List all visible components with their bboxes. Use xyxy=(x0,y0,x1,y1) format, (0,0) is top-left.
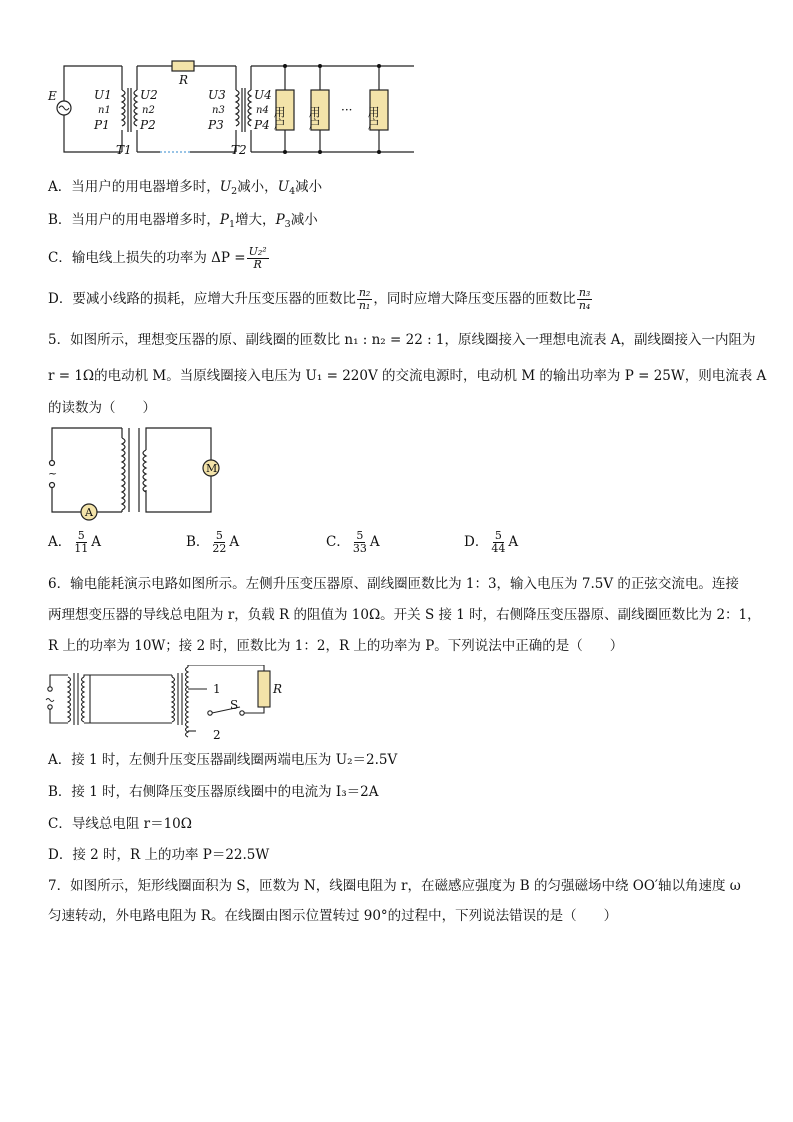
q6-option-b: B．接 1 时，右侧降压变压器原线圈中的电流为 I₃＝2A xyxy=(48,784,379,800)
source-label-E: E xyxy=(48,89,57,103)
motor-symbol: M xyxy=(206,462,218,475)
q5-option-d: D． $\frac{5}{44}$ A xyxy=(464,529,519,555)
label-n3: n3 xyxy=(212,105,225,116)
q4-option-d: D．要减小线路的损耗，应增大升压变压器的匝数比 $\frac{\text{n₂}}{\text{n₁}}$ ，同时应增大降压变压器的匝数比 $\frac{\text{n₃}}{\text{n₄}}$ xyxy=(48,286,591,312)
ammeter-symbol: A xyxy=(85,506,93,519)
load-resistor-label: R xyxy=(273,682,283,696)
motor-transformer-circuit-diagram xyxy=(44,420,224,525)
label-n4: n4 xyxy=(256,105,269,116)
label-U1: U1 xyxy=(94,88,112,102)
q5-stem-line-1: 5．如图所示，理想变压器的原、副线圈的匝数比 n₁ : n₂ = 22 : 1，原线圈接入一理想电流表 A，副线圈接入一内阻为 xyxy=(48,332,756,348)
q6-option-d: D．接 2 时，R 上的功率 P＝22.5W xyxy=(48,847,270,863)
label-P4: P4 xyxy=(254,118,270,132)
user-load-2: 用户 xyxy=(307,106,321,130)
q5-option-b: B． $\frac{5}{22}$ A xyxy=(186,529,240,555)
switch-terminal-2: 2 xyxy=(213,728,221,742)
user-load-ellipsis: ··· xyxy=(341,103,353,117)
label-n1: n1 xyxy=(98,105,111,116)
label-P3: P3 xyxy=(208,118,224,132)
label-U3: U3 xyxy=(208,88,226,102)
user-load-1: 用户 xyxy=(272,106,286,130)
label-P1: P1 xyxy=(94,118,110,132)
transformer-label-T1: T1 xyxy=(116,143,132,157)
q6-option-c: C．导线总电阻 r＝10Ω xyxy=(48,816,192,832)
user-load-3: 用户 xyxy=(366,106,380,130)
q5-stem-line-3: 的读数为（ ） xyxy=(48,400,156,416)
transmission-circuit-diagram xyxy=(40,52,420,162)
label-U2: U2 xyxy=(140,88,158,102)
q6-stem-line-3: R 上的功率为 10W；接 2 时，匝数比为 1：2，R 上的功率为 P。下列说法中正确的是（ ） xyxy=(48,638,624,654)
label-P2: P2 xyxy=(140,118,156,132)
ac-source-tilde: ~ xyxy=(46,696,47,697)
switch-label-S: S xyxy=(230,698,239,712)
line-resistor-label: R xyxy=(179,73,189,87)
q4-option-b: B．当用户的用电器增多时，$P_1$增大，$P_3$减小 xyxy=(48,212,318,230)
label-n2: n2 xyxy=(142,105,155,116)
q6-option-a: A．接 1 时，左侧升压变压器副线圈两端电压为 U₂＝2.5V xyxy=(48,752,398,768)
q4-option-a: A．当用户的用电器增多时，$U_2$减小，$U_4$减小 xyxy=(48,179,323,197)
ac-source-symbol: ~ xyxy=(48,467,58,480)
transformer-label-T2: T2 xyxy=(231,143,247,157)
q4-option-c: C．输电线上损失的功率为 ΔP = $\frac{\text{U₂²}}{R}$ xyxy=(48,245,267,271)
q5-stem-line-2: r = 1Ω的电动机 M。当原线圈接入电压为 U₁ = 220V 的交流电源时，电动机 M 的输出功率为 P = 25W，则电流表 A xyxy=(48,368,767,384)
q6-stem-line-1: 6．输电能耗演示电路如图所示。左侧升压变压器原、副线圈匝数比为 1：3，输入电压为 7.5V 的正弦交流电。连接 xyxy=(48,576,739,592)
q5-option-a: A． $\frac{5}{11}$ A xyxy=(48,529,101,555)
q6-stem-line-2: 两理想变压器的导线总电阻为 r，负载 R 的阻值为 10Ω。开关 S 接 1 时，右侧降压变压器原、副线圈匝数比为 2：1， xyxy=(48,607,761,623)
q7-stem-line-1: 7．如图所示，矩形线圈面积为 S，匝数为 N，线圈电阻为 r，在磁感应强度为 B 的匀强磁场中绕 OO′轴以角速度 ω xyxy=(48,878,741,894)
q5-option-c: C． $\frac{5}{33}$ A xyxy=(326,529,380,555)
energy-loss-demo-circuit-diagram xyxy=(44,665,294,745)
q7-stem-line-2: 匀速转动，外电路电阻为 R。在线圈由图示位置转过 90°的过程中，下列说法错误的是（ ） xyxy=(48,908,618,924)
label-U4: U4 xyxy=(254,88,272,102)
switch-terminal-1: 1 xyxy=(213,682,221,696)
